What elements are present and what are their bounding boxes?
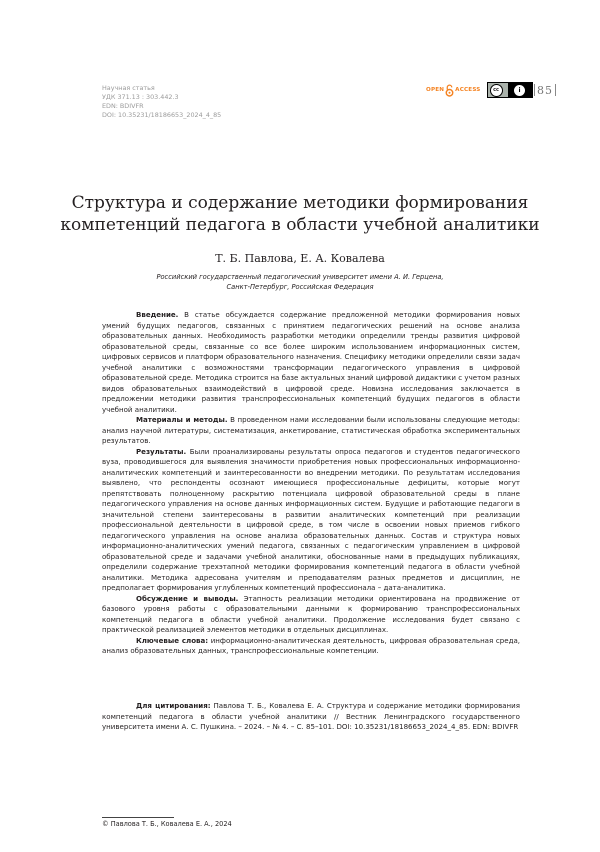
affiliation-line-2: Санкт-Петербург, Российская Федерация (226, 283, 374, 291)
open-access-right-text: ACCESS (455, 87, 481, 93)
cc-icon: cc (490, 84, 503, 97)
open-access-badge (426, 84, 481, 97)
cc-by-license-icon[interactable] (487, 82, 533, 98)
abstract-keywords (102, 636, 520, 657)
edn-code: EDN: BDIVFR (102, 102, 144, 110)
introduction-text: В статье обсуждается содержание предложенной методики формирования новых умений будущих педагогов, связанных с принятием педагогических решений на основе анализа образовательных данных. Необходимость разработки методики определили тренды развития цифровой образовательной среды, связанные со все более широким использованием информационных систем, цифровых сервисов и платформ образовательного назначения. Специфику методики определили связи задач учебной аналитики с возможностями трансформации педагогического управления в цифровой образовательной среде. Методика строится на базе актуальных знаний цифровой дидактики с учетом разных видов образовательных взаимодействий в цифровой среде. Новизна исследования заключается в предложении методики развития транспрофессиональных компетенций будущих педагогов в области учебной аналитики. (102, 310, 520, 414)
results-label: Результаты. (136, 446, 187, 456)
keywords-label: Ключевые слова: (136, 635, 209, 645)
footnote-divider (102, 817, 174, 818)
citation-label: Для цитирования: (136, 701, 211, 710)
abstract-results (102, 447, 520, 594)
affiliation (0, 272, 600, 292)
citation-text: Павлова Т. Б., Ковалева Е. А. Структура и содержание методики формирования компетенций педагога в области учебной аналитики // Вестник Ленинградского государственного университета имени А. С. Пушкина. – 2024. – № 4. – С. 85–101. DOI: 10.35231/18186653_2024_4_85. EDN: BDIVFR (102, 701, 520, 731)
article-title (60, 192, 540, 236)
abstract-methods (102, 415, 520, 447)
article-metadata (102, 84, 221, 120)
conclusion-label: Обсуждение и выводы. (136, 593, 239, 603)
citation (102, 701, 520, 733)
methods-text: В проведенном нами исследовании были использованы следующие методы: анализ научной литературы, систематизация, анкетирование, статистическая обработка экспериментальных результатов. (102, 415, 520, 445)
title-line-1: Структура и содержание методики формирования (71, 193, 529, 213)
conclusion-text: Этапность реализации методики ориентирована на продвижение от базового уровня работы с образовательными данными к формированию транспрофессиональных компетенций педагога в области учебной аналитики. Продолжение исследования будет связано с практической реализацией элементов методики в отдельных дисциплинах. (102, 593, 520, 634)
methods-label: Материалы и методы. (136, 415, 228, 424)
open-access-left-text: OPEN (426, 87, 445, 93)
article-type: Научная статья (102, 84, 155, 92)
introduction-label: Введение. (136, 310, 179, 319)
keywords-text: информационно-аналитическая деятельность, цифровая образовательная среда, анализ образовательных данных, транспрофессиональные компетенции. (102, 635, 520, 655)
affiliation-line-1: Российский государственный педагогический университет имени А. И. Герцена, (156, 273, 444, 281)
open-access-lock-icon (445, 84, 454, 97)
license-badges (426, 80, 533, 100)
udc-code: УДК 371.13 : 303.442.3 (102, 93, 179, 101)
authors: Т. Б. Павлова, Е. А. Ковалева (215, 252, 385, 265)
title-line-2: компетенций педагога в области учебной аналитики (60, 215, 540, 235)
abstract-introduction (102, 310, 520, 415)
abstract-conclusion (102, 594, 520, 636)
copyright-notice: © Павлова Т. Б., Ковалева Е. А., 2024 (102, 820, 232, 828)
page-number: 85 (532, 84, 558, 97)
abstract (102, 310, 520, 657)
by-attribution-icon: i (514, 85, 525, 96)
doi-link[interactable]: DOI: 10.35231/18186653_2024_4_85 (102, 111, 222, 119)
results-text: Были проанализированы результаты опроса педагогов и студентов педагогического вуза, проводившегося для выявления значимости приобретения новых профессиональных информационно-аналитических компетенций и заинтересованности во внедрении методики. По результатам исследования выявлено, что респонденты осознают имеющиеся профессиональные дефициты, которые могут препятствовать полноценному раскрытию потенциала цифровой образовательной среды в плане педагогического управления на основе данных информационных систем. Будущие и работающие педагоги в значительной степени заинтересованы в развитии аналитических компетенций при реализации профессиональной деятельности в цифровой среде, в том числе в освоении новых приемов гибкого педагогического управления на основе анализа образовательных данных. Состав и структура новых информационно-аналитических умений педагога, связанных с педагогическим управлением в цифровой образовательной среде и задачами учебной аналитики, обоснованные нами в предыдущих публикациях, определили содержание трехэтапной методики формирования компетенций педагога в области учебной аналитики. Методика адресована учителям и преподавателям разных предметов и дисциплин, не предполагает формирования углубленных компетенций профессионала – дата-аналитика. (102, 446, 520, 592)
